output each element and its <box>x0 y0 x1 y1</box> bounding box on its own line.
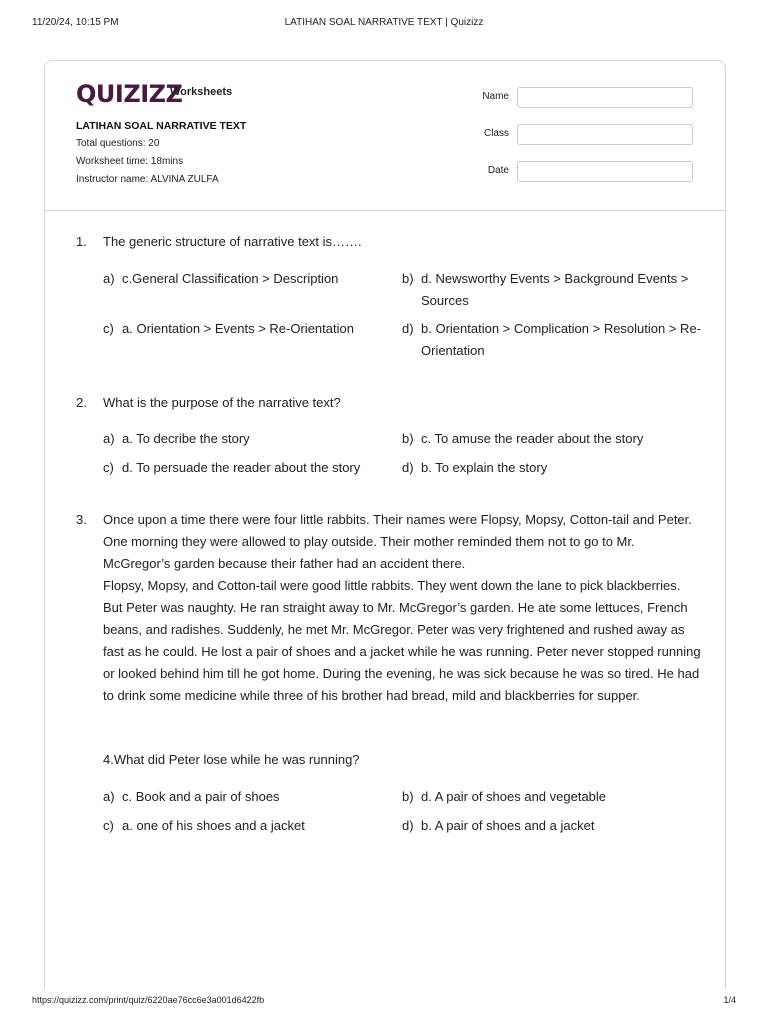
option-text: a. Orientation > Events > Re-Orientation <box>122 321 354 336</box>
print-url: https://quizizz.com/print/quiz/6220ae76cc6e3a001d6422fb <box>32 995 265 1005</box>
worksheet-title: LATIHAN SOAL NARRATIVE TEXT <box>76 120 247 132</box>
option-letter: d) <box>402 321 414 336</box>
question-1-number: 1. <box>76 234 87 249</box>
name-label: Name <box>482 91 509 102</box>
class-label: Class <box>483 128 509 139</box>
logo-subtitle: Worksheets <box>170 86 233 98</box>
question-2-number: 2. <box>76 395 87 410</box>
question-2-text: What is the purpose of the narrative text? <box>103 395 341 410</box>
option-letter: c) <box>103 321 114 336</box>
quizizz-logo: QUIZIZZ <box>76 80 183 108</box>
total-questions: Total questions: 20 <box>76 138 160 149</box>
question-3-text: 4.What did Peter lose while he was running? <box>103 752 360 767</box>
worksheet <box>44 60 726 989</box>
passage-paragraph-2: Flopsy, Mopsy, and Cotton-tail were good little rabbits. They went down the lane to pick blackberries. But Peter was naughty. He ran straight away to Mr. McGregor’s garden. He ate some lettuces, French beans, and radishes. Suddenly, he met Mr. McGregor. Peter was very frightened and rushed away as fast as he could. He lost a pair of shoes and a jacket while he was running. Peter never stopped running or looked behind him till he got home. During the evening, he was sick because he was so tired. He had to drink some medicine while three of his brother had bread, mild and blackberries for supper. <box>103 578 701 703</box>
print-footer <box>32 995 736 1009</box>
worksheet-header <box>45 61 725 211</box>
option-text: d. A pair of shoes and vegetable <box>421 789 607 804</box>
option-text: d. Newsworthy Events > Background Events > Sources <box>421 271 689 308</box>
date-label: Date <box>487 165 509 176</box>
option-text: b. To explain the story <box>421 460 548 475</box>
question-1-text: The generic structure of narrative text is……. <box>103 234 362 249</box>
reading-passage <box>103 509 703 707</box>
question-3-number: 3. <box>76 512 87 527</box>
option-letter: a) <box>103 789 115 804</box>
option-text: d. To persuade the reader about the story <box>122 460 361 475</box>
option-letter: a) <box>103 271 115 286</box>
name-field[interactable] <box>517 87 693 108</box>
option-letter: a) <box>103 431 115 446</box>
option-letter: d) <box>402 460 414 475</box>
option-text: b. Orientation > Complication > Resolution > Re-Orientation <box>421 321 702 358</box>
option-text: b. A pair of shoes and a jacket <box>421 818 595 833</box>
option-letter: b) <box>402 271 414 286</box>
option-letter: c) <box>103 818 114 833</box>
option-text: c. Book and a pair of shoes <box>122 789 280 804</box>
date-field[interactable] <box>517 161 693 182</box>
page-number: 1/4 <box>723 995 736 1005</box>
option-text: c.General Classification > Description <box>122 271 339 286</box>
option-text: c. To amuse the reader about the story <box>421 431 644 446</box>
print-datetime: 11/20/24, 10:15 PM <box>32 17 119 28</box>
passage-paragraph-1: Once upon a time there were four little rabbits. Their names were Flopsy, Mopsy, Cotton-tail and Peter. One morning they were allowed to play outside. Their mother reminded them not to go to Mr. McGregor’s garden because their father had an accident there. <box>103 512 692 571</box>
option-text: a. one of his shoes and a jacket <box>122 818 305 833</box>
worksheet-time: Worksheet time: 18mins <box>76 156 184 167</box>
option-letter: b) <box>402 789 414 804</box>
print-page-title: LATIHAN SOAL NARRATIVE TEXT | Quizizz <box>284 17 484 28</box>
option-letter: b) <box>402 431 414 446</box>
instructor-name: Instructor name: ALVINA ZULFA <box>76 174 219 185</box>
option-letter: d) <box>402 818 414 833</box>
option-letter: c) <box>103 460 114 475</box>
print-header <box>32 17 736 31</box>
class-field[interactable] <box>517 124 693 145</box>
option-text: a. To decribe the story <box>122 431 250 446</box>
